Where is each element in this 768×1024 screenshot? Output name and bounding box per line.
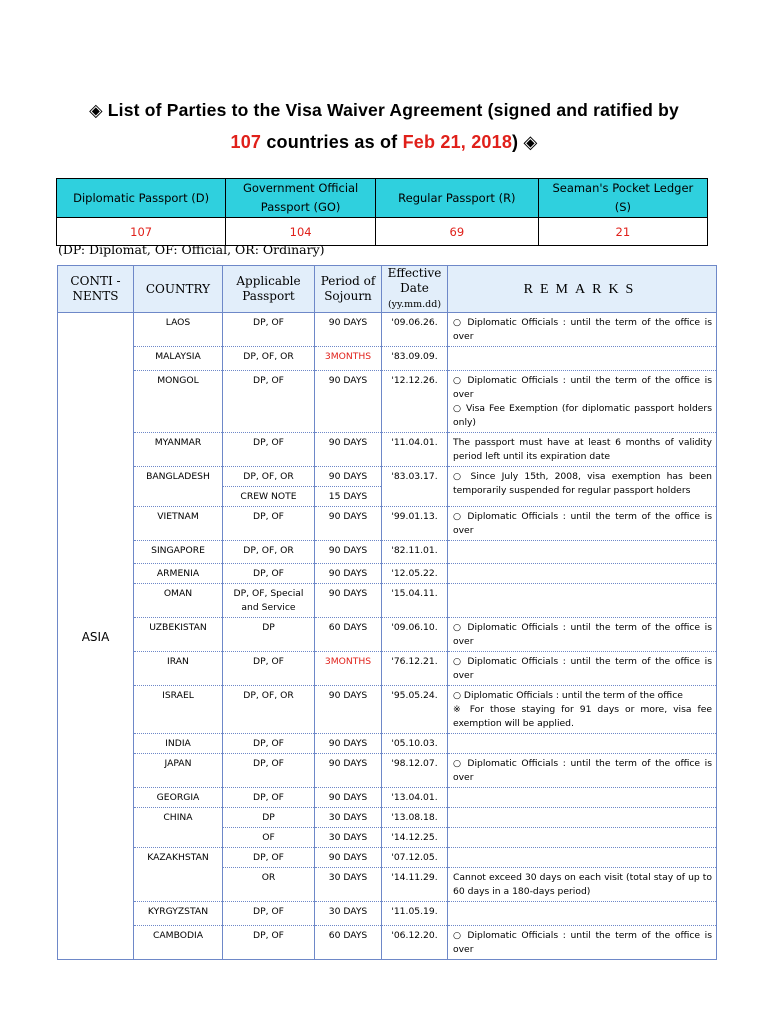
- abbreviation-note: (DP: Diplomat, OF: Official, OR: Ordinary): [58, 242, 325, 257]
- remarks-cell: [448, 788, 717, 808]
- remarks-cell: [448, 584, 717, 618]
- table-row: [58, 313, 717, 347]
- page-title-line-1: [20, 100, 748, 121]
- passport-cell: DP, OF, OR: [223, 347, 315, 371]
- country-cell: MALAYSIA: [134, 347, 223, 371]
- table-row: [58, 754, 717, 788]
- passport-cell: DP, OF: [223, 848, 315, 868]
- remarks-cell: [448, 541, 717, 564]
- summary-header: Government Official Passport (GO): [226, 179, 376, 218]
- country-cell: INDIA: [134, 734, 223, 754]
- effective-date-cell: '12.05.22.: [382, 564, 448, 584]
- summary-header: Seaman's Pocket Ledger (S): [538, 179, 707, 218]
- summary-value: 107: [57, 218, 226, 246]
- passport-cell: OF: [223, 828, 315, 848]
- period-cell: 3MONTHS: [315, 347, 382, 371]
- effective-date-cell: '05.10.03.: [382, 734, 448, 754]
- remarks-cell: [448, 902, 717, 926]
- table-row: [58, 507, 717, 541]
- remarks-cell: ○ Diplomatic Officials : until the term of the office is over: [448, 313, 717, 347]
- remarks-cell: [448, 564, 717, 584]
- remarks-cell: ○ Since July 15th, 2008, visa exemption has been temporarily suspended for regular passport holders: [448, 467, 717, 507]
- diamond-icon: ◈: [523, 132, 538, 153]
- remarks-cell: ○ Diplomatic Officials : until the term of the office is over: [448, 618, 717, 652]
- remarks-cell: [448, 734, 717, 754]
- header-passport: Applicable Passport: [223, 266, 315, 313]
- table-row: [58, 686, 717, 734]
- title-close-paren: ): [512, 132, 519, 152]
- remarks-cell: [448, 347, 717, 371]
- summary-table: [56, 178, 708, 246]
- table-row: [58, 788, 717, 808]
- effective-date-cell: '06.12.20.: [382, 926, 448, 960]
- country-cell: JAPAN: [134, 754, 223, 788]
- passport-cell: DP, OF, Special and Service: [223, 584, 315, 618]
- effective-date-cell: '15.04.11.: [382, 584, 448, 618]
- remarks-cell: ○ Diplomatic Officials : until the term of the office is over: [448, 754, 717, 788]
- country-cell: LAOS: [134, 313, 223, 347]
- effective-date-cell: '76.12.21.: [382, 652, 448, 686]
- country-cell: ISRAEL: [134, 686, 223, 734]
- title-text-2: countries as of: [266, 132, 398, 152]
- period-cell: 60 DAYS: [315, 926, 382, 960]
- effective-date-cell: '12.12.26.: [382, 371, 448, 433]
- passport-cell: DP, OF: [223, 902, 315, 926]
- table-row: [58, 848, 717, 868]
- remarks-cell: ○ Diplomatic Officials : until the term of the office is over: [448, 652, 717, 686]
- summary-header-row: [57, 179, 708, 218]
- remarks-cell: Cannot exceed 30 days on each visit (total stay of up to 60 days in a 180-days period): [448, 868, 717, 902]
- effective-date-cell: '83.03.17.: [382, 467, 448, 507]
- header-continents: CONTI -NENTS: [58, 266, 134, 313]
- country-cell: BANGLADESH: [134, 467, 223, 507]
- country-cell: UZBEKISTAN: [134, 618, 223, 652]
- country-cell: GEORGIA: [134, 788, 223, 808]
- header-effective-label: Effective Date: [387, 266, 442, 295]
- header-country: COUNTRY: [134, 266, 223, 313]
- passport-cell: DP, OF: [223, 313, 315, 347]
- country-cell: ARMENIA: [134, 564, 223, 584]
- passport-cell: DP, OF: [223, 734, 315, 754]
- passport-cell: DP, OF: [223, 507, 315, 541]
- effective-date-cell: '09.06.26.: [382, 313, 448, 347]
- period-cell: 90 DAYS: [315, 788, 382, 808]
- effective-date-cell: '95.05.24.: [382, 686, 448, 734]
- country-cell: MONGOL: [134, 371, 223, 433]
- period-cell: 30 DAYS: [315, 868, 382, 902]
- period-cell: 15 DAYS: [315, 487, 382, 507]
- passport-cell: DP, OF: [223, 371, 315, 433]
- passport-cell: DP, OF: [223, 564, 315, 584]
- continent-cell: ASIA: [58, 313, 134, 960]
- effective-date-cell: '82.11.01.: [382, 541, 448, 564]
- country-cell: SINGAPORE: [134, 541, 223, 564]
- remarks-cell: ○ Diplomatic Officials : until the term of the office is over: [448, 926, 717, 960]
- effective-date-cell: '83.09.09.: [382, 347, 448, 371]
- summary-value: 69: [375, 218, 538, 246]
- title-text-1: List of Parties to the Visa Waiver Agreement (signed and ratified by: [107, 100, 679, 120]
- passport-cell: DP, OF, OR: [223, 541, 315, 564]
- effective-date-cell: '14.12.25.: [382, 828, 448, 848]
- period-cell: 90 DAYS: [315, 507, 382, 541]
- period-cell: 90 DAYS: [315, 734, 382, 754]
- country-cell: MYANMAR: [134, 433, 223, 467]
- table-row: [58, 564, 717, 584]
- summary-value: 104: [226, 218, 376, 246]
- period-cell: 90 DAYS: [315, 313, 382, 347]
- diamond-icon: ◈: [89, 101, 103, 121]
- header-effective-format: (yy.mm.dd): [387, 299, 442, 310]
- passport-cell: OR: [223, 868, 315, 902]
- passport-cell: DP, OF: [223, 788, 315, 808]
- country-cell: CAMBODIA: [134, 926, 223, 960]
- period-cell: 30 DAYS: [315, 902, 382, 926]
- period-cell: 90 DAYS: [315, 686, 382, 734]
- period-cell: 90 DAYS: [315, 371, 382, 433]
- period-cell: 90 DAYS: [315, 541, 382, 564]
- effective-date-cell: '99.01.13.: [382, 507, 448, 541]
- effective-date-cell: '13.08.18.: [382, 808, 448, 828]
- summary-header: Diplomatic Passport (D): [57, 179, 226, 218]
- passport-cell: DP: [223, 618, 315, 652]
- effective-date-cell: '13.04.01.: [382, 788, 448, 808]
- table-row: [58, 808, 717, 828]
- remarks-cell: ○ Diplomatic Officials : until the term of the office is over: [448, 507, 717, 541]
- passport-cell: DP, OF: [223, 926, 315, 960]
- remarks-cell: ○ Diplomatic Officials : until the term of the office ※ For those staying for 91 days or more, visa fee exemption will be applied.: [448, 686, 717, 734]
- table-row: [58, 371, 717, 433]
- effective-date-cell: '11.04.01.: [382, 433, 448, 467]
- table-row: [58, 467, 717, 487]
- country-cell: CHINA: [134, 808, 223, 848]
- period-cell: 90 DAYS: [315, 467, 382, 487]
- period-cell: 90 DAYS: [315, 848, 382, 868]
- as-of-date: Feb 21, 2018: [402, 132, 513, 152]
- header-period: Period of Sojourn: [315, 266, 382, 313]
- table-body: [58, 313, 717, 960]
- table-row: [58, 618, 717, 652]
- table-header-row: [58, 266, 717, 313]
- effective-date-cell: '07.12.05.: [382, 848, 448, 868]
- table-row: [58, 902, 717, 926]
- table-row: [58, 652, 717, 686]
- passport-cell: DP, OF: [223, 433, 315, 467]
- effective-date-cell: '11.05.19.: [382, 902, 448, 926]
- period-cell: 3MONTHS: [315, 652, 382, 686]
- header-remarks: REMARKS: [448, 266, 717, 313]
- summary-value: 21: [538, 218, 707, 246]
- remarks-cell: [448, 848, 717, 868]
- remarks-cell: The passport must have at least 6 months of validity period left until its expiration date: [448, 433, 717, 467]
- effective-date-cell: '98.12.07.: [382, 754, 448, 788]
- period-cell: 90 DAYS: [315, 433, 382, 467]
- country-cell: KAZAKHSTAN: [134, 848, 223, 902]
- table-row: [58, 584, 717, 618]
- passport-cell: DP, OF: [223, 754, 315, 788]
- passport-cell: DP, OF, OR: [223, 467, 315, 487]
- period-cell: 30 DAYS: [315, 828, 382, 848]
- effective-date-cell: '09.06.10.: [382, 618, 448, 652]
- remarks-cell: [448, 828, 717, 848]
- visa-waiver-table: [57, 265, 717, 960]
- page-title-line-2: [20, 132, 748, 153]
- table-row: [58, 347, 717, 371]
- table-row: [58, 734, 717, 754]
- summary-header: Regular Passport (R): [375, 179, 538, 218]
- passport-cell: DP, OF: [223, 652, 315, 686]
- country-cell: IRAN: [134, 652, 223, 686]
- table-row: [58, 541, 717, 564]
- table-row: [58, 926, 717, 960]
- period-cell: 30 DAYS: [315, 808, 382, 828]
- remarks-cell: [448, 808, 717, 828]
- passport-cell: DP, OF, OR: [223, 686, 315, 734]
- period-cell: 90 DAYS: [315, 584, 382, 618]
- passport-cell: CREW NOTE: [223, 487, 315, 507]
- header-effective-date: [382, 266, 448, 313]
- country-count: 107: [230, 132, 262, 152]
- country-cell: KYRGYZSTAN: [134, 902, 223, 926]
- country-cell: VIETNAM: [134, 507, 223, 541]
- passport-cell: DP: [223, 808, 315, 828]
- remarks-cell: ○ Diplomatic Officials : until the term of the office is over ○ Visa Fee Exemption (for diplomatic passport holders only): [448, 371, 717, 433]
- effective-date-cell: '14.11.29.: [382, 868, 448, 902]
- period-cell: 90 DAYS: [315, 754, 382, 788]
- country-cell: OMAN: [134, 584, 223, 618]
- table-row: [58, 433, 717, 467]
- period-cell: 90 DAYS: [315, 564, 382, 584]
- period-cell: 60 DAYS: [315, 618, 382, 652]
